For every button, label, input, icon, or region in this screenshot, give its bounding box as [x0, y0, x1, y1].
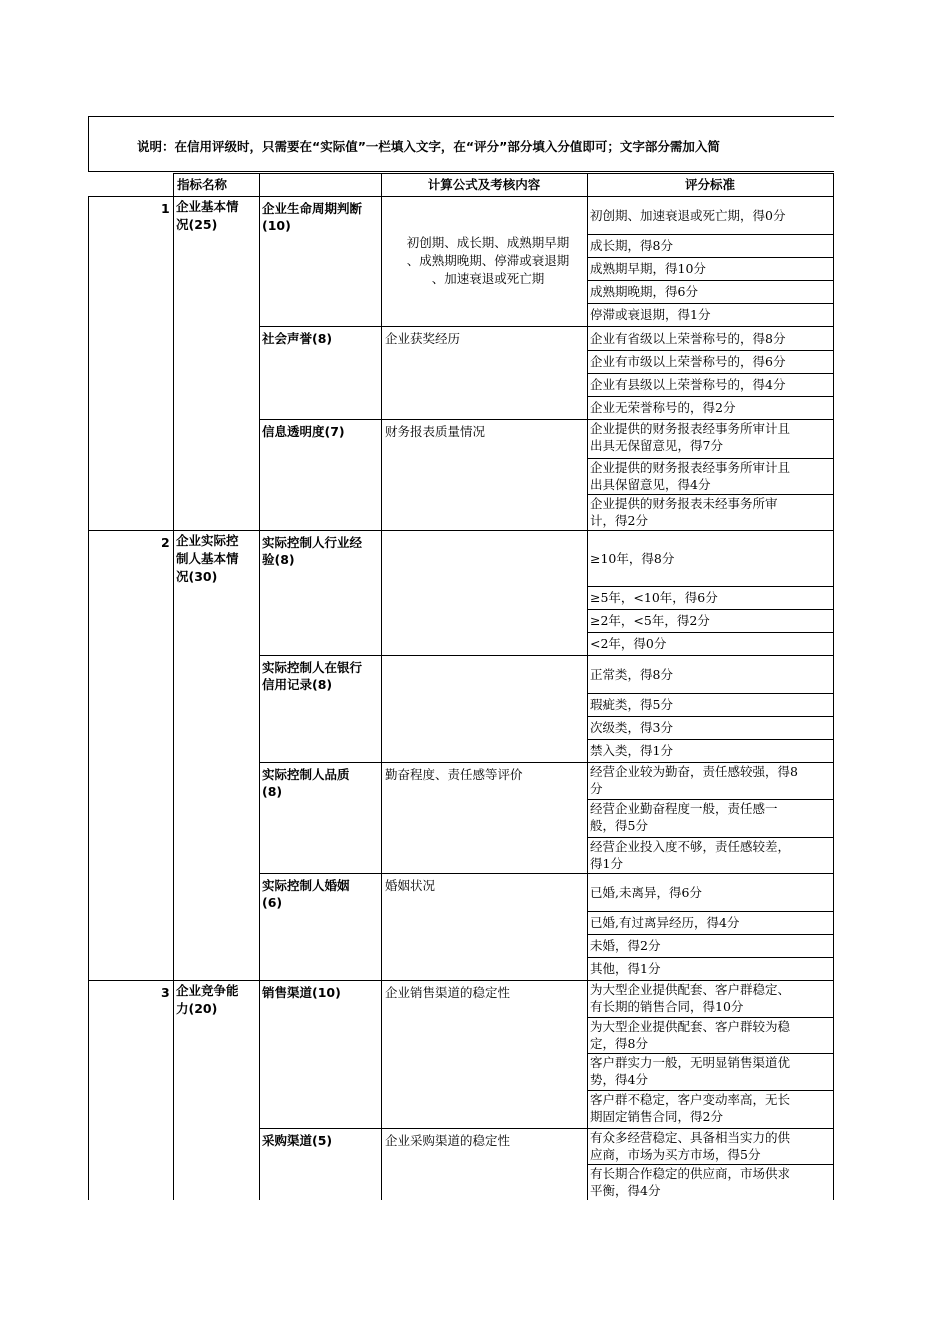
scoring-standard: 企业有县级以上荣誉称号的，得4分: [590, 377, 786, 392]
item-formula: 企业销售渠道的稳定性: [385, 985, 511, 1000]
col-right-border: [833, 196, 834, 1200]
scoring-standard: 有长期合作稳定的供应商，市场供求 平衡，得4分: [590, 1166, 791, 1198]
header-col-divider: [173, 173, 174, 196]
standard-row-border: [587, 257, 834, 258]
section-name: 企业实际控 制人基本情 况(30): [176, 533, 239, 584]
scoring-standard: 次级类，得3分: [590, 720, 673, 735]
scoring-standard: 禁入类，得1分: [590, 743, 673, 758]
item-formula: 财务报表质量情况: [385, 424, 486, 439]
scoring-standard: ≥2年，<5年，得2分: [590, 613, 710, 628]
scoring-standard: 已婚,未离异，得6分: [590, 885, 702, 900]
item-name: 信息透明度(7): [262, 424, 345, 439]
scoring-standard: 企业有市级以上荣誉称号的，得6分: [590, 354, 786, 369]
scoring-standard: 为大型企业提供配套、客户群稳定、 有长期的销售合同，得10分: [590, 982, 791, 1014]
scoring-standard: 企业提供的财务报表未经事务所审 计，得2分: [590, 496, 778, 528]
item-name: 采购渠道(5): [262, 1133, 333, 1148]
item-formula: 企业获奖经历: [385, 331, 461, 346]
scoring-standard: 为大型企业提供配套、客户群较为稳 定，得8分: [590, 1019, 791, 1051]
item-name: 实际控制人在银行 信用记录(8): [262, 660, 363, 692]
item-border: [259, 655, 834, 656]
item-border: [259, 326, 834, 327]
scoring-standard: 未婚，得2分: [590, 938, 661, 953]
col-divider-2: [259, 196, 260, 1200]
standard-row-border: [587, 632, 834, 633]
scoring-standard: 企业无荣誉称号的，得2分: [590, 400, 736, 415]
scoring-standard: 瑕疵类，得5分: [590, 697, 673, 712]
header-indicator-name: 指标名称: [177, 177, 228, 192]
instruction-text: 说明：在信用评级时，只需要在“实际值”一栏填入文字，在“评分”部分填入分值即可；文字部分需加入简: [137, 139, 720, 154]
scoring-standard: 其他，得1分: [590, 961, 661, 976]
standard-row-border: [587, 693, 834, 694]
standard-row-border: [587, 934, 834, 935]
scoring-standard: <2年，得0分: [590, 636, 667, 651]
header-col-divider: [259, 173, 260, 196]
scoring-standard: 企业提供的财务报表经事务所审计且 出具无保留意见，得7分: [590, 421, 791, 453]
scoring-standard: 经营企业勤奋程度一般，责任感一 般，得5分: [590, 801, 778, 833]
item-name: 实际控制人品质 (8): [262, 767, 350, 799]
item-border: [259, 873, 834, 874]
standard-row-border: [587, 609, 834, 610]
scoring-standard: 已婚,有过离异经历，得4分: [590, 915, 740, 930]
standard-row-border: [587, 957, 834, 958]
section-border: [88, 530, 834, 531]
section-name: 企业基本情 况(25): [176, 199, 239, 232]
scoring-standard: 企业提供的财务报表经事务所审计且 出具保留意见，得4分: [590, 460, 791, 492]
item-formula: 勤奋程度、责任感等评价: [385, 767, 523, 782]
header-formula: 计算公式及考核内容: [427, 177, 541, 192]
scoring-standard: 正常类，得8分: [590, 667, 673, 682]
scoring-standard: 经营企业投入度不够，责任感较差， 得1分: [590, 839, 791, 871]
scoring-standard: 成熟期晚期，得6分: [590, 284, 698, 299]
section-number: 1: [161, 201, 170, 216]
scoring-standard: 经营企业较为勤奋，责任感较强，得8 分: [590, 764, 798, 796]
standard-row-border: [587, 911, 834, 912]
header-standard: 评分标准: [684, 177, 735, 192]
section-name: 企业竞争能 力(20): [176, 983, 239, 1016]
section-number: 2: [161, 535, 170, 550]
section-number: 3: [161, 985, 170, 1000]
scoring-standard: 客户群实力一般，无明显销售渠道优 势，得4分: [590, 1055, 791, 1087]
standard-row-border: [587, 373, 834, 374]
item-name: 企业生命周期判断 (10): [262, 201, 363, 233]
item-name: 实际控制人行业经 验(8): [262, 535, 363, 567]
item-formula: 初创期、成长期、成熟期早期 、成熟期晚期、停滞或衰退期 、加速衰退或死亡期: [406, 235, 570, 286]
header-left-border: [88, 196, 173, 197]
item-name: 社会声誉(8): [262, 331, 333, 346]
standard-row-border: [587, 303, 834, 304]
col-divider-1: [173, 196, 174, 1200]
scoring-standard: 客户群不稳定，客户变动率高，无长 期固定销售合同，得2分: [590, 1092, 791, 1124]
header-col-divider: [833, 173, 834, 196]
scoring-standard: 有众多经营稳定、具备相当实力的供 应商，市场为买方市场，得5分: [590, 1130, 791, 1162]
item-formula: 婚姻状况: [385, 878, 436, 893]
col-left-border: [88, 196, 89, 1200]
standard-row-border: [587, 716, 834, 717]
col-divider-3: [381, 196, 382, 1200]
item-name: 实际控制人婚姻 (6): [262, 878, 350, 910]
item-name: 销售渠道(10): [262, 985, 341, 1000]
scoring-standard: ≥10年，得8分: [590, 551, 675, 566]
scoring-standard: 企业有省级以上荣誉称号的，得8分: [590, 331, 786, 346]
standard-row-border: [587, 234, 834, 235]
scoring-standard: ≥5年，<10年，得6分: [590, 590, 718, 605]
col-divider-4: [587, 196, 588, 1200]
instruction-note: [88, 116, 834, 172]
scoring-standard: 成长期，得8分: [590, 238, 673, 253]
standard-row-border: [587, 739, 834, 740]
standard-row-border: [587, 396, 834, 397]
standard-row-border: [587, 350, 834, 351]
standard-row-border: [587, 280, 834, 281]
item-formula: 企业采购渠道的稳定性: [385, 1133, 511, 1148]
scoring-standard: 初创期、加速衰退或死亡期，得0分: [590, 208, 786, 223]
standard-row-border: [587, 586, 834, 587]
header-top-border: [173, 173, 834, 174]
header-bottom-border: [173, 196, 834, 197]
scoring-standard: 成熟期早期，得10分: [590, 261, 706, 276]
scoring-standard: 停滞或衰退期，得1分: [590, 307, 711, 322]
